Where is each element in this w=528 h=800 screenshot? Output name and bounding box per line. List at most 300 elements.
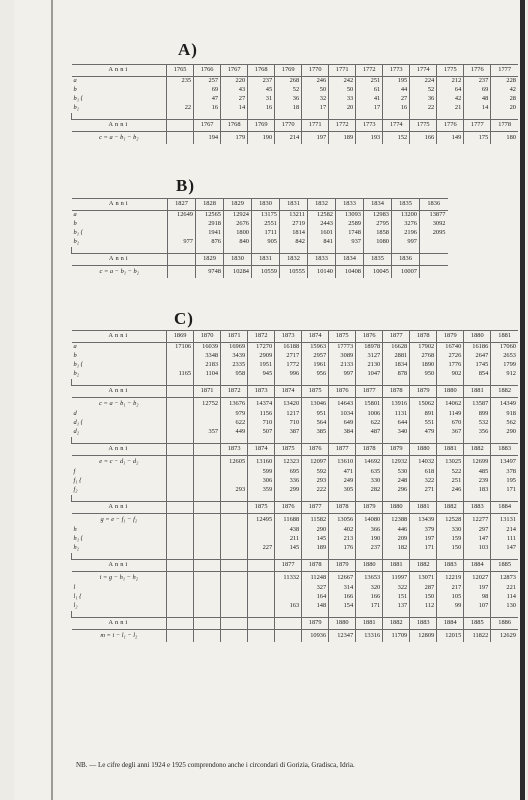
- year-cell: 1875: [248, 502, 275, 514]
- table-cell: 384: [329, 428, 356, 437]
- table-row: [72, 544, 519, 553]
- table-cell: 1080: [364, 238, 392, 247]
- table-row: [72, 343, 519, 353]
- year-cell: 1877: [383, 331, 410, 343]
- table-cell: [167, 477, 194, 486]
- table-cell: 1772: [275, 361, 302, 370]
- year-cell: 1874: [275, 386, 302, 398]
- table-cell: [167, 468, 194, 477]
- table-cell: 248: [383, 477, 410, 486]
- table-cell: 16039: [194, 343, 221, 353]
- table-cell: 330: [356, 477, 383, 486]
- year-cell: 1831: [252, 254, 280, 266]
- table-cell: 1745: [464, 361, 491, 370]
- table-cell: 2768: [410, 352, 437, 361]
- table-cell: 251: [437, 477, 464, 486]
- table-cell: [167, 602, 194, 611]
- table-cell: 1858: [364, 229, 392, 238]
- table-cell: 2443: [308, 220, 336, 229]
- table-cell: 359: [248, 486, 275, 495]
- table-cell: 179: [221, 132, 248, 145]
- table-cell: 1834: [383, 361, 410, 370]
- table-cell: 17270: [248, 343, 275, 353]
- table-cell: 10140: [308, 266, 336, 279]
- years-header-label: Anni: [72, 331, 167, 343]
- table-cell: 956: [302, 370, 329, 379]
- table-cell: 945: [248, 370, 275, 379]
- table-cell: 282: [356, 486, 383, 495]
- row-label: a: [73, 77, 77, 85]
- table-cell: 209: [383, 535, 410, 544]
- table-cell: 237: [356, 544, 383, 553]
- table-cell: 36: [410, 95, 437, 104]
- table-cell: [167, 410, 194, 419]
- table-cell: 293: [302, 477, 329, 486]
- table-cell: 2918: [196, 220, 224, 229]
- table-cell: 251: [356, 77, 383, 87]
- table-cell: [275, 593, 302, 602]
- year-cell: 1880: [410, 444, 437, 456]
- table-cell: 150: [437, 544, 464, 553]
- table-cell: 12219: [437, 572, 464, 585]
- table-cell: 564: [302, 419, 329, 428]
- table-cell: 1601: [308, 229, 336, 238]
- year-cell: 1881: [491, 331, 518, 343]
- table-cell: 379: [410, 526, 437, 535]
- year-cell: 1872: [221, 386, 248, 398]
- table-cell: 2183: [194, 361, 221, 370]
- year-cell: 1869: [167, 331, 194, 343]
- row-label: b₂: [73, 238, 79, 246]
- table-cell: 17106: [167, 343, 194, 353]
- year-cell: 1775: [410, 120, 437, 132]
- table-cell: 16: [248, 104, 275, 113]
- year-cell: 1880: [437, 386, 464, 398]
- table-cell: 644: [383, 419, 410, 428]
- table-cell: [248, 535, 275, 544]
- table-cell: 166: [329, 593, 356, 602]
- year-cell: 1778: [491, 120, 518, 132]
- year-cell: 1769: [248, 120, 275, 132]
- year-cell: 1871: [221, 331, 248, 343]
- year-cell: 1879: [356, 502, 383, 514]
- table-cell: 237: [464, 77, 491, 87]
- table-cell: 145: [275, 544, 302, 553]
- table-cell: 50: [329, 86, 356, 95]
- year-cell: 1884: [464, 560, 491, 572]
- year-cell: 1833: [336, 199, 364, 211]
- table-cell: [420, 238, 448, 247]
- table-cell: 211: [275, 535, 302, 544]
- table-cell: 16186: [464, 343, 491, 353]
- table-cell: 190: [248, 132, 275, 145]
- year-cell: [221, 560, 248, 572]
- table-row: [72, 86, 519, 95]
- table-cell: 12699: [464, 456, 491, 469]
- table-cell: 13093: [336, 211, 364, 221]
- year-cell: 1882: [437, 502, 464, 514]
- table-cell: 268: [275, 77, 302, 87]
- table-cell: 1748: [336, 229, 364, 238]
- table-cell: 841: [308, 238, 336, 247]
- table-row: [72, 419, 519, 428]
- table-cell: [194, 468, 221, 477]
- year-cell: 1830: [224, 254, 252, 266]
- section-a-table: [71, 64, 518, 144]
- table-cell: 378: [491, 468, 518, 477]
- table-cell: 111: [491, 535, 518, 544]
- year-cell: 1880: [383, 502, 410, 514]
- table-cell: [194, 584, 221, 593]
- footnote: NB. — Le cifre degli anni 1924 e 1925 comprendono anche i circondari di Gorizia, Gradisca, Idria.: [76, 761, 355, 769]
- table-cell: 977: [168, 238, 196, 247]
- year-cell: 1774: [383, 120, 410, 132]
- year-cell: 1876: [275, 502, 302, 514]
- year-cell: 1880: [356, 560, 383, 572]
- table-cell: 271: [410, 486, 437, 495]
- table-cell: [167, 361, 194, 370]
- row-label: f₂: [73, 486, 78, 494]
- table-cell: 61: [356, 86, 383, 95]
- year-cell: 1878: [329, 502, 356, 514]
- table-cell: 296: [383, 486, 410, 495]
- table-cell: [194, 456, 221, 469]
- table-cell: 41: [356, 95, 383, 104]
- table-cell: [167, 535, 194, 544]
- table-cell: [194, 419, 221, 428]
- table-cell: 951: [302, 410, 329, 419]
- table-cell: 2957: [302, 352, 329, 361]
- table-cell: 12809: [410, 630, 437, 643]
- page-edge-shadow: [520, 0, 525, 800]
- table-cell: 912: [491, 370, 518, 379]
- year-cell: [221, 618, 248, 630]
- formula-label: c = a − b₁ − b₂: [99, 399, 139, 407]
- years-header-label: Anni: [72, 618, 167, 630]
- table-cell: 2196: [392, 229, 420, 238]
- table-cell: 13131: [491, 514, 518, 527]
- table-cell: 149: [437, 132, 464, 145]
- table-cell: 52: [275, 86, 302, 95]
- table-cell: 137: [383, 602, 410, 611]
- table-cell: [167, 486, 194, 495]
- table-row: [72, 526, 519, 535]
- table-cell: 2676: [224, 220, 252, 229]
- table-cell: 31: [248, 95, 275, 104]
- table-cell: [221, 477, 248, 486]
- table-cell: 2726: [437, 352, 464, 361]
- table-cell: 14032: [410, 456, 437, 469]
- year-cell: [194, 560, 221, 572]
- table-row: [72, 229, 448, 238]
- year-cell: 1882: [491, 386, 518, 398]
- table-cell: 2130: [356, 361, 383, 370]
- table-cell: 154: [329, 602, 356, 611]
- table-cell: [221, 468, 248, 477]
- year-cell: 1882: [383, 618, 410, 630]
- table-cell: 1814: [280, 229, 308, 238]
- formula-row: [72, 456, 519, 469]
- table-cell: [248, 526, 275, 535]
- table-cell: 649: [329, 419, 356, 428]
- formula-row: [72, 266, 448, 279]
- table-cell: 43: [221, 86, 248, 95]
- table-cell: 340: [383, 428, 410, 437]
- table-cell: 12015: [437, 630, 464, 643]
- year-cell: 1834: [364, 199, 392, 211]
- table-cell: 190: [356, 535, 383, 544]
- year-cell: [194, 502, 221, 514]
- section-c-title: C): [174, 309, 194, 328]
- formula-label: c = a − b₁ − b₂: [99, 267, 139, 275]
- table-cell: 522: [437, 468, 464, 477]
- table-cell: [194, 410, 221, 419]
- table-row: [72, 593, 519, 602]
- table-cell: 235: [167, 77, 194, 87]
- table-cell: 36: [275, 95, 302, 104]
- row-label: h: [73, 526, 77, 534]
- year-cell: [167, 386, 194, 398]
- table-cell: 1799: [491, 361, 518, 370]
- year-cell: 1832: [280, 254, 308, 266]
- formula-label: e = c − d₁ − d₂: [99, 457, 139, 465]
- table-cell: 15963: [302, 343, 329, 353]
- table-cell: 17060: [491, 343, 518, 353]
- year-cell: 1885: [491, 560, 518, 572]
- year-header-row: [72, 618, 519, 630]
- table-cell: 1961: [302, 361, 329, 370]
- table-cell: 356: [464, 428, 491, 437]
- year-cell: 1878: [302, 560, 329, 572]
- table-cell: 14692: [356, 456, 383, 469]
- table-cell: 10559: [252, 266, 280, 279]
- table-cell: 622: [221, 419, 248, 428]
- table-cell: 197: [410, 535, 437, 544]
- year-cell: 1880: [464, 331, 491, 343]
- table-cell: 12097: [302, 456, 329, 469]
- table-cell: 314: [329, 584, 356, 593]
- year-cell: [167, 560, 194, 572]
- table-cell: 159: [437, 535, 464, 544]
- table-cell: [194, 572, 221, 585]
- formula-label: c = a − b₁ − b₂: [99, 133, 139, 141]
- table-cell: 387: [275, 428, 302, 437]
- table-cell: [168, 266, 196, 279]
- table-cell: 171: [356, 602, 383, 611]
- table-cell: 171: [410, 544, 437, 553]
- table-cell: 197: [302, 132, 329, 145]
- table-cell: 3348: [194, 352, 221, 361]
- year-cell: 1881: [383, 560, 410, 572]
- year-cell: 1768: [248, 65, 275, 77]
- table-cell: [168, 220, 196, 229]
- year-cell: 1884: [437, 618, 464, 630]
- table-cell: 176: [329, 544, 356, 553]
- table-cell: 918: [491, 410, 518, 419]
- table-cell: 12924: [224, 211, 252, 221]
- years-header-label: Anni: [72, 199, 168, 211]
- table-cell: 182: [383, 544, 410, 553]
- year-cell: 1875: [329, 331, 356, 343]
- table-cell: 227: [248, 544, 275, 553]
- table-cell: 438: [275, 526, 302, 535]
- table-cell: 13587: [464, 398, 491, 411]
- table-cell: 16969: [221, 343, 248, 353]
- table-cell: 530: [383, 468, 410, 477]
- table-cell: 11822: [464, 630, 491, 643]
- year-cell: 1835: [364, 254, 392, 266]
- years-header-label: Anni: [72, 120, 167, 132]
- table-cell: 239: [464, 477, 491, 486]
- table-cell: 214: [491, 526, 518, 535]
- table-cell: 320: [356, 584, 383, 593]
- table-cell: [221, 535, 248, 544]
- table-cell: 11997: [383, 572, 410, 585]
- table-cell: 194: [194, 132, 221, 145]
- table-cell: 937: [336, 238, 364, 247]
- table-cell: 47: [194, 95, 221, 104]
- table-row: [72, 238, 448, 247]
- table-cell: 42: [491, 86, 518, 95]
- table-cell: 17773: [329, 343, 356, 353]
- formula-row: [72, 514, 519, 527]
- year-cell: 1775: [437, 65, 464, 77]
- table-cell: 12347: [329, 630, 356, 643]
- table-cell: 12323: [275, 456, 302, 469]
- table-cell: [167, 419, 194, 428]
- year-cell: 1836: [392, 254, 420, 266]
- table-cell: [168, 229, 196, 238]
- table-cell: 12582: [308, 211, 336, 221]
- table-cell: 1034: [329, 410, 356, 419]
- year-cell: 1777: [464, 120, 491, 132]
- year-header-row: [72, 199, 448, 211]
- table-cell: 2719: [280, 220, 308, 229]
- table-cell: 14374: [248, 398, 275, 411]
- year-cell: 1774: [410, 65, 437, 77]
- table-cell: 180: [491, 132, 518, 145]
- table-cell: 11332: [275, 572, 302, 585]
- table-row: [72, 220, 448, 229]
- table-row: [72, 428, 519, 437]
- table-cell: 148: [302, 602, 329, 611]
- row-label: l₁ {: [73, 593, 82, 601]
- table-cell: 228: [491, 77, 518, 87]
- table-row: [72, 584, 519, 593]
- table-cell: 52: [410, 86, 437, 95]
- year-cell: 1770: [302, 65, 329, 77]
- table-cell: 17: [302, 104, 329, 113]
- table-cell: 322: [383, 584, 410, 593]
- year-cell: 1873: [248, 386, 275, 398]
- table-cell: 2335: [221, 361, 248, 370]
- table-cell: [221, 593, 248, 602]
- table-cell: 305: [329, 486, 356, 495]
- table-cell: 107: [464, 602, 491, 611]
- year-cell: 1883: [491, 444, 518, 456]
- table-cell: [248, 593, 275, 602]
- table-cell: 695: [275, 468, 302, 477]
- row-label: b: [73, 220, 77, 228]
- table-cell: [167, 428, 194, 437]
- table-cell: 13316: [356, 630, 383, 643]
- year-cell: 1879: [410, 386, 437, 398]
- table-cell: 11688: [275, 514, 302, 527]
- table-cell: 224: [410, 77, 437, 87]
- table-cell: 635: [356, 468, 383, 477]
- year-cell: 1884: [491, 502, 518, 514]
- table-cell: 48: [464, 95, 491, 104]
- table-cell: [167, 132, 194, 145]
- table-cell: 1951: [248, 361, 275, 370]
- year-header-row: [72, 254, 448, 266]
- table-cell: 105: [437, 593, 464, 602]
- year-cell: 1873: [221, 444, 248, 456]
- table-cell: 670: [437, 419, 464, 428]
- table-cell: 293: [221, 486, 248, 495]
- table-cell: 2647: [464, 352, 491, 361]
- row-label: l₂: [73, 602, 78, 610]
- table-cell: 164: [302, 593, 329, 602]
- table-cell: [167, 514, 194, 527]
- row-label: b₂: [73, 370, 79, 378]
- year-cell: 1878: [410, 331, 437, 343]
- table-cell: 32: [302, 95, 329, 104]
- table-cell: 195: [383, 77, 410, 87]
- section-a-title: A): [178, 40, 198, 59]
- table-cell: 11248: [302, 572, 329, 585]
- table-cell: 446: [383, 526, 410, 535]
- table-cell: [221, 544, 248, 553]
- table-cell: 290: [302, 526, 329, 535]
- table-cell: [248, 584, 275, 593]
- table-cell: 471: [329, 468, 356, 477]
- table-cell: [221, 526, 248, 535]
- table-cell: [221, 602, 248, 611]
- table-cell: 10408: [336, 266, 364, 279]
- table-cell: 1165: [167, 370, 194, 379]
- row-label: a: [73, 211, 77, 219]
- table-cell: 14349: [491, 398, 518, 411]
- year-cell: 1773: [383, 65, 410, 77]
- table-cell: 10045: [364, 266, 392, 279]
- table-cell: 64: [437, 86, 464, 95]
- year-cell: 1776: [464, 65, 491, 77]
- table-cell: 9748: [196, 266, 224, 279]
- year-header-row: [72, 65, 519, 77]
- table-cell: 13439: [410, 514, 437, 527]
- years-header-label: Anni: [72, 386, 167, 398]
- year-cell: 1872: [248, 331, 275, 343]
- table-cell: 16628: [383, 343, 410, 353]
- year-cell: [167, 444, 194, 456]
- table-cell: 147: [464, 535, 491, 544]
- table-cell: [167, 572, 194, 585]
- table-cell: 1800: [224, 229, 252, 238]
- table-cell: 166: [410, 132, 437, 145]
- table-cell: 891: [410, 410, 437, 419]
- year-cell: 1876: [329, 386, 356, 398]
- row-label: d: [73, 410, 77, 418]
- table-cell: [167, 584, 194, 593]
- formula-row: [72, 630, 519, 643]
- table-cell: 13056: [329, 514, 356, 527]
- table-cell: 69: [464, 86, 491, 95]
- years-header-label: Anni: [72, 502, 167, 514]
- year-header-row: [72, 502, 519, 514]
- table-cell: 299: [275, 486, 302, 495]
- table-cell: 3439: [221, 352, 248, 361]
